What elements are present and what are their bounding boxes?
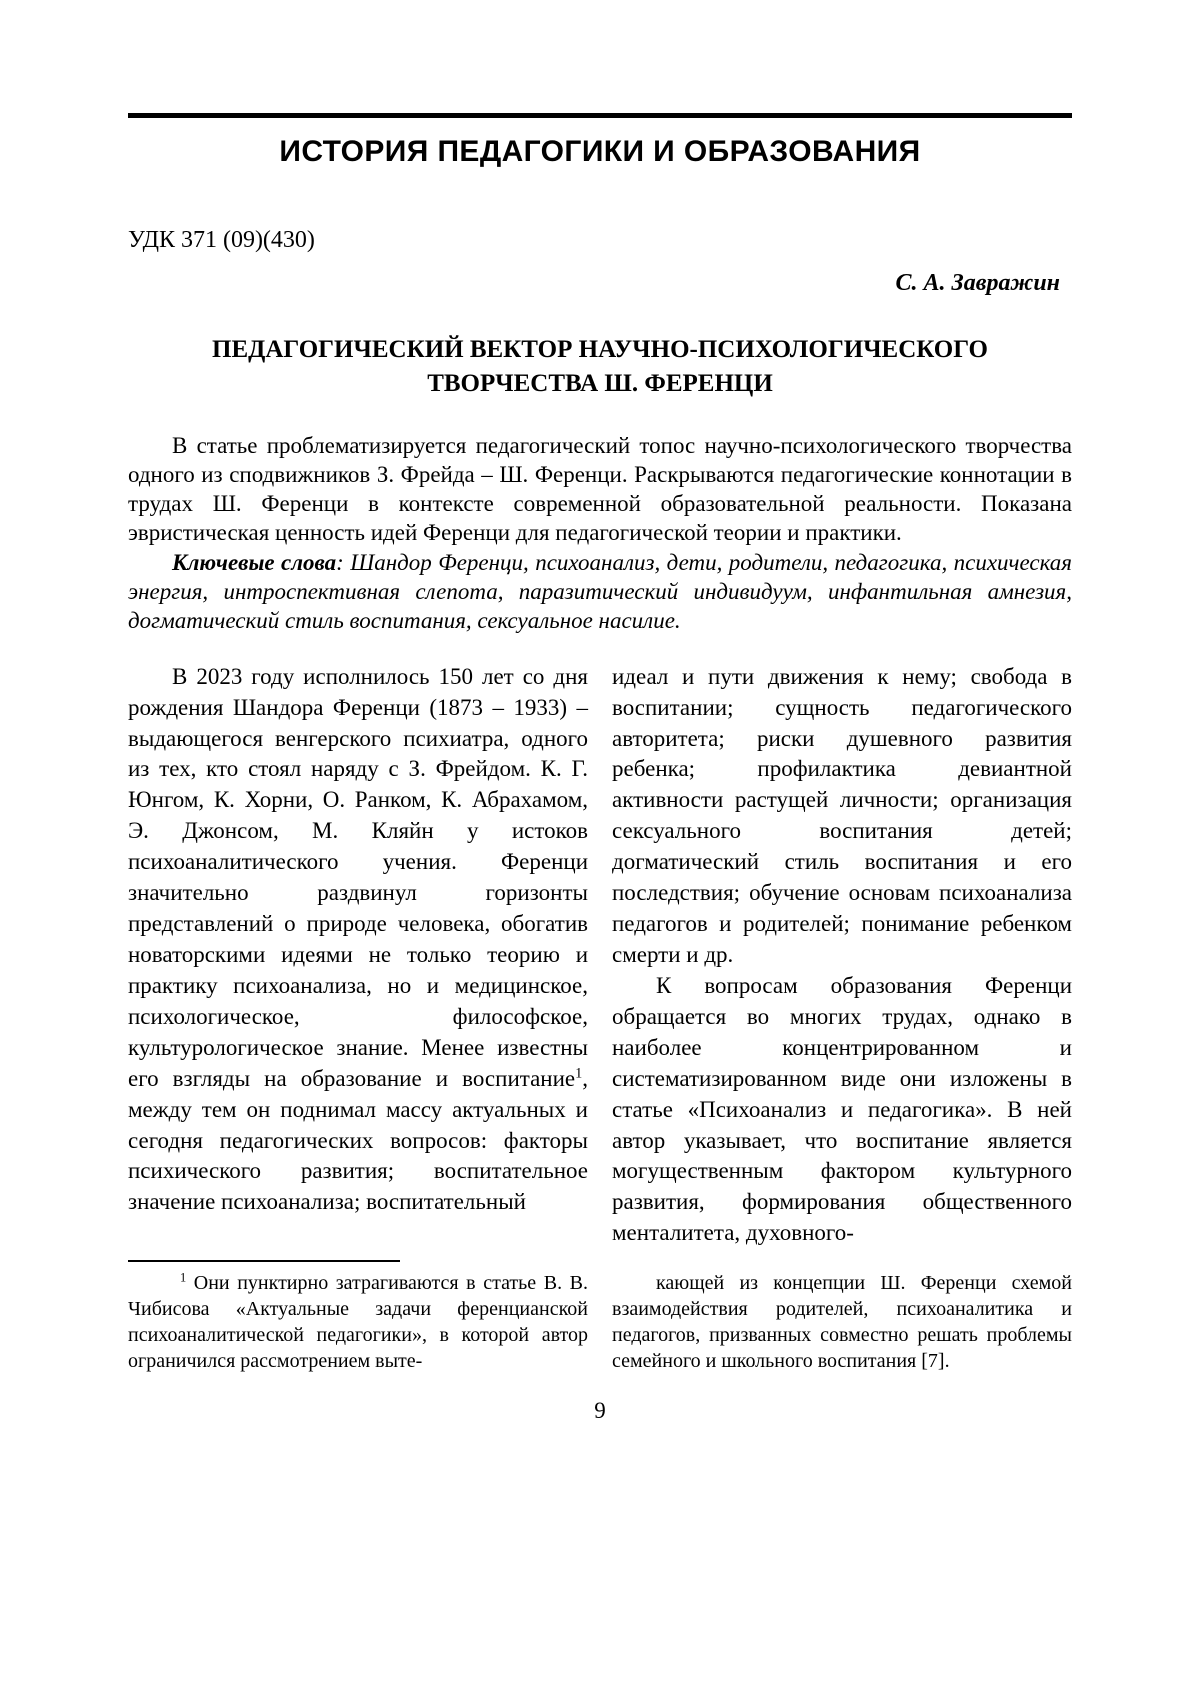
left-paragraph-text-before-note: В 2023 году исполнилось 150 лет со дня рождения Шандора Ференци (1873 – 1933) – выдающегося венгерского психиатра, одного из тех, кто стоял наряду с З. Фрейдом. К. Г. Юнгом, К. Хорни, О. Ранком, К. Абрахамом, Э. Джонсом, М. Кляйн у истоков психоаналитического учения. Ференци значительно раздвинул горизонты представлений о природе человека, обогатив новаторскими идеями не только теорию и практику психоанализа, но и медицинское, психологическое, философское, культурологическое знание. Менее известны его взгляды на образование и воспитание [128,663,588,1091]
keywords-paragraph [128,548,1072,636]
keywords-label: Ключевые слова [172,549,337,575]
keywords-text: : Шандор Ференци, психоанализ, дети, родители, педагогика, психическая энергия, интроспективная слепота, паразитический индивидуум, инфантильная амнезия, догматический стиль воспитания, сексуальное насилие. [128,549,1072,634]
left-footnote-block [128,1246,588,1374]
footnote-reference-marker: 1 [575,1065,583,1082]
udc-code: УДК 371 (09)(430) [128,227,315,253]
right-column-paragraph-continuation: идеал и пути движения к нему; свобода в воспитании; сущность педагогического авторитета; риски душевного развития ребенка; профилактика девиантной активности растущей личности; организация сексуального воспитания детей; догматический стиль воспитания и его последствия; обучение основам психоанализа педагогов и родителей; понимание ребенком смерти и др. [612,663,1072,967]
footnote-separator-rule [128,1260,400,1262]
right-column [612,662,1072,1374]
abstract-block [128,431,1072,636]
top-rule [128,113,1072,118]
footnote-text-right-continuation: кающей из концепции Ш. Ференци схемой взаимодействия родителей, психоаналитика и педагогов, призванных совместно решать проблемы семейного и школьного воспитания [7]. [612,1271,1072,1372]
right-footnote-block [612,1256,1072,1374]
left-paragraph-text-after-note: , между тем он поднимал массу актуальных и сегодня педагогических вопросов: факторы психического развития; воспитательное значение психоанализа; воспитательный [128,1065,588,1215]
author-name: С. А. Завражин [895,270,1060,296]
footnote-text-left [128,1270,588,1374]
left-column [128,662,588,1374]
article-title: ПЕДАГОГИЧЕСКИЙ ВЕКТОР НАУЧНО-ПСИХОЛОГИЧЕСКОГО ТВОРЧЕСТВА Ш. ФЕРЕНЦИ [212,336,988,397]
two-column-body [128,662,1072,1374]
page-number: 9 [594,1397,606,1423]
footnote-marker: 1 [180,1270,187,1285]
right-footnote [612,1270,1072,1374]
left-footnote [128,1270,588,1374]
right-column-paragraph-2: К вопросам образования Ференци обращается во многих трудах, однако в наиболее концентрированном и систематизированном виде они изложены в статье «Психоанализ и педагогика». В ней автор указывает, что воспитание является могущественным фактором культурного развития, формирования общественного менталитета, духовного- [612,972,1072,1246]
abstract-paragraph: В статье проблематизируется педагогический топос научно-психологического творчества одного из сподвижников З. Фрейда – Ш. Ференци. Раскрываются педагогические коннотации в трудах Ш. Ференци в контексте современной образовательной реальности. Показана эвристическая ценность идей Ференци для педагогической теории и практики. [128,432,1072,546]
section-header: ИСТОРИЯ ПЕДАГОГИКИ И ОБРАЗОВАНИЯ [279,135,921,168]
footnote-left-text: Они пунктирно затрагиваются в статье В. В. Чибисова «Актуальные задачи ференцианской психоаналитической педагогики», в которой автор ограничился рассмотрением выте- [128,1271,588,1372]
left-column-paragraph [128,662,588,1219]
